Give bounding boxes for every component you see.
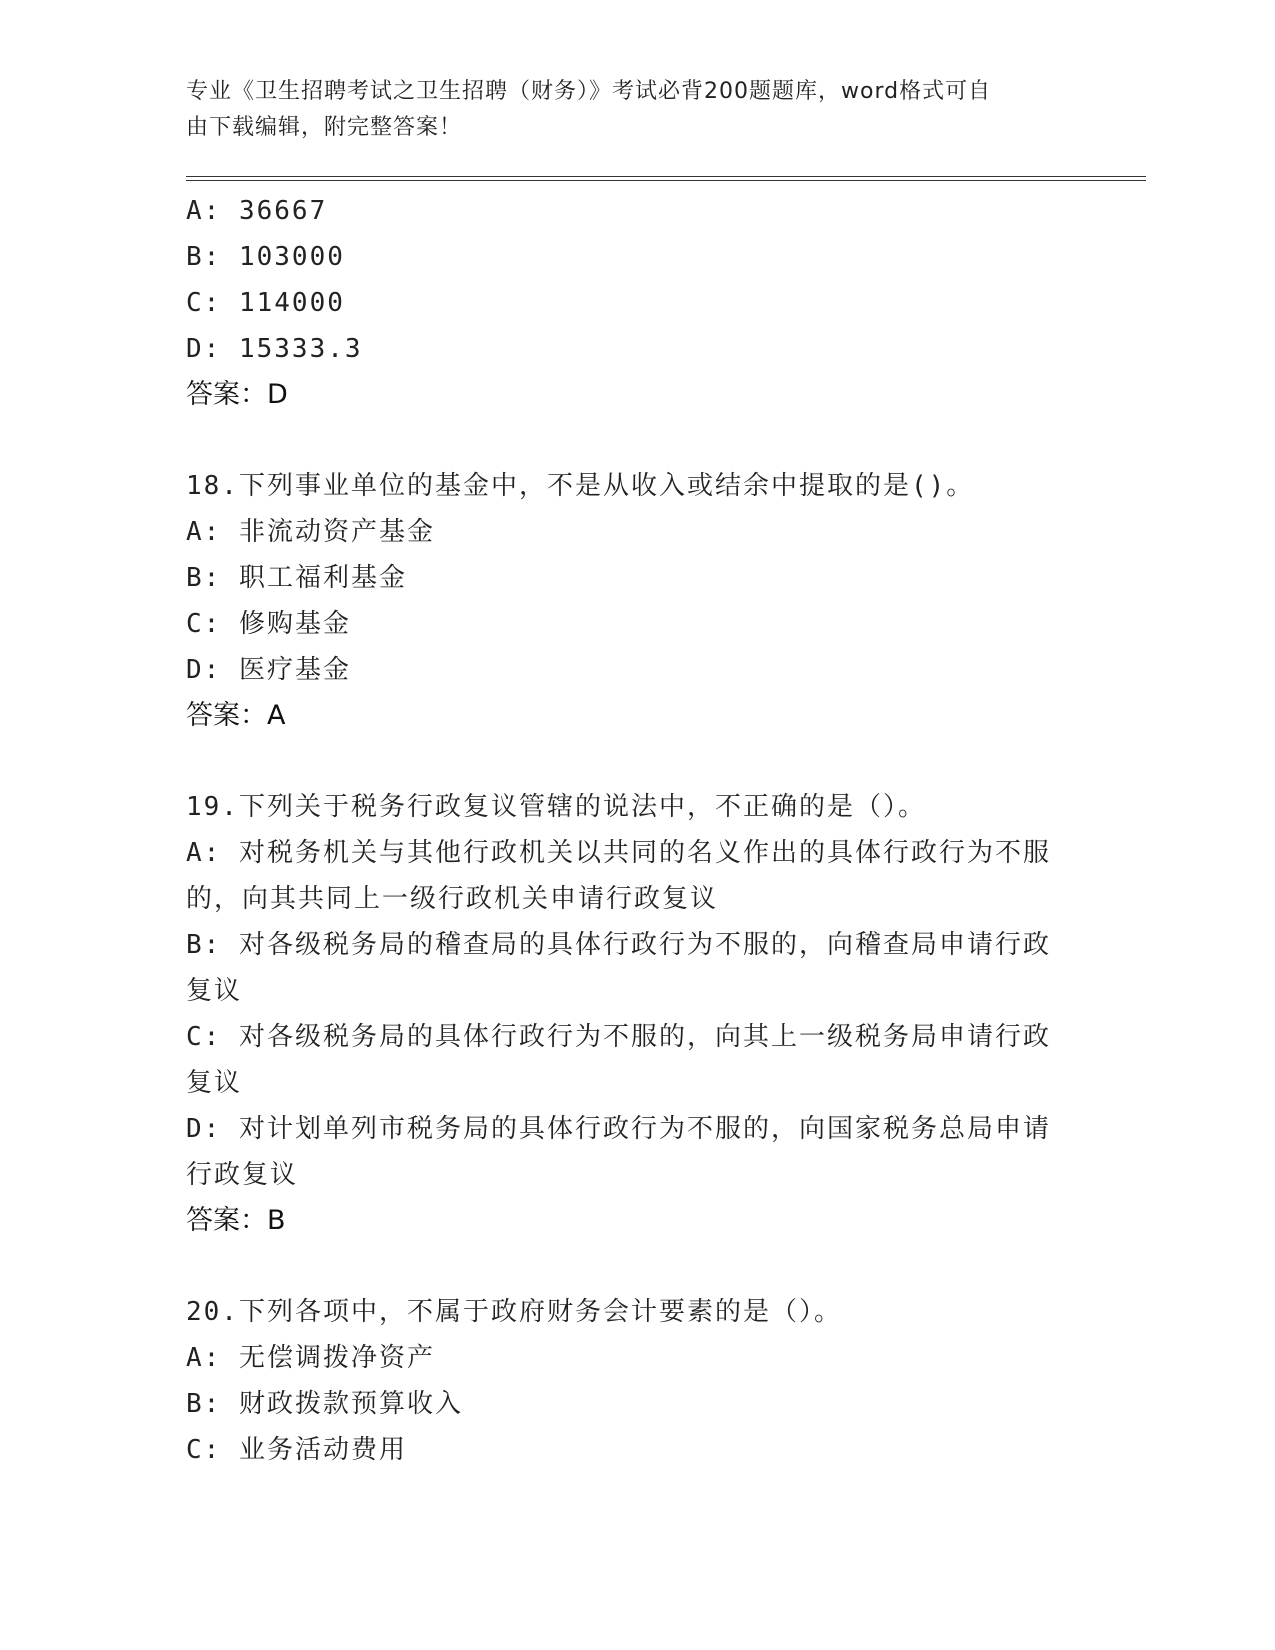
option-b: B: 职工福利基金 [186, 563, 407, 593]
option-c: C: 业务活动费用 [186, 1435, 407, 1465]
answer: 答案：B [186, 1205, 286, 1236]
question-spacer [186, 739, 1086, 784]
question-spacer [186, 418, 1086, 463]
option-a: A: 非流动资产基金 [186, 517, 435, 547]
option-a: A: 无偿调拨净资产 [186, 1343, 435, 1373]
question-stem: 20.下列各项中，不属于政府财务会计要素的是（）。 [186, 1297, 842, 1327]
option-a: A: 对税务机关与其他行政机关以共同的名义作出的具体行政行为不服的，向其共同上一级行政机关申请行政复议 [186, 838, 1051, 914]
header-divider-top [186, 176, 1146, 177]
document-header [186, 74, 1066, 146]
question-list [186, 188, 1086, 1473]
option-d: D: 对计划单列市税务局的具体行政行为不服的，向国家税务总局申请行政复议 [186, 1114, 1051, 1190]
question-17 [186, 188, 1086, 418]
header-divider-bottom [186, 180, 1146, 181]
option-b: B: 财政拨款预算收入 [186, 1389, 463, 1419]
question-stem: 19.下列关于税务行政复议管辖的说法中，不正确的是（）。 [186, 792, 926, 822]
question-18 [186, 463, 1086, 739]
question-stem: 18.下列事业单位的基金中，不是从收入或结余中提取的是()。 [186, 471, 975, 501]
question-spacer [186, 1244, 1086, 1289]
header-title-line-1: 专业《卫生招聘考试之卫生招聘（财务）》考试必背200题题库，word格式可自 [186, 79, 992, 104]
option-a: A: 36667 [186, 196, 328, 226]
option-b: B: 对各级税务局的稽查局的具体行政行为不服的，向稽查局申请行政复议 [186, 930, 1051, 1006]
answer: 答案：A [186, 700, 286, 731]
option-c: C: 对各级税务局的具体行政行为不服的，向其上一级税务局申请行政复议 [186, 1022, 1051, 1098]
option-b: B: 103000 [186, 242, 345, 272]
option-d: D: 15333.3 [186, 334, 363, 364]
option-c: C: 修购基金 [186, 609, 351, 639]
option-d: D: 医疗基金 [186, 655, 351, 685]
header-title-line-2: 由下载编辑，附完整答案！ [186, 115, 463, 140]
question-19 [186, 784, 1086, 1244]
answer: 答案：D [186, 379, 288, 410]
option-c: C: 114000 [186, 288, 345, 318]
question-20 [186, 1289, 1086, 1473]
